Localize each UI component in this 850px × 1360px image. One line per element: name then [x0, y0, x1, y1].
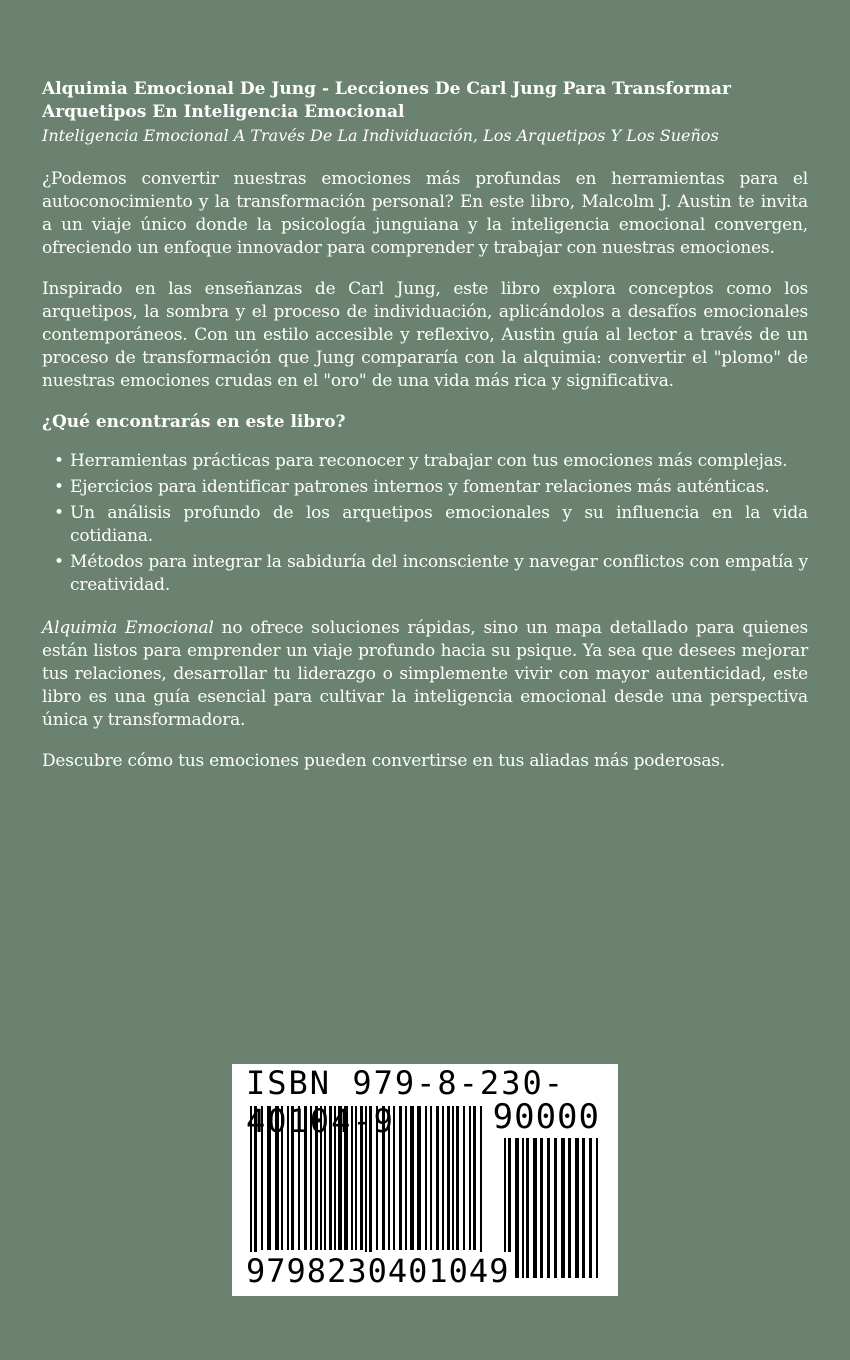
paragraph-final: Descubre cómo tus emociones pueden convertirse en tus aliadas más poderosas. — [42, 751, 725, 771]
barcode-bar — [596, 1138, 598, 1278]
barcode-digits: 9798230401049 — [246, 1252, 513, 1290]
list-item-text: Ejercicios para identificar patrones internos y fomentar relaciones más auténticas. — [70, 477, 770, 497]
barcode-bar — [533, 1138, 537, 1278]
list-item — [42, 476, 808, 499]
section-heading: ¿Qué encontrarás en este libro? — [42, 412, 346, 432]
back-cover-text — [42, 78, 808, 791]
bullet-icon: • — [54, 552, 64, 572]
paragraph-intro: ¿Podemos convertir nuestras emociones más profundas en herramientas para el autoconocimiento y la transformación personal? En este libro, Malcolm J. Austin te invita a un viaje único donde la psicología junguiana y la inteligencia emocional convergen, ofreciendo un enfoque innovador para comprender y trabajar con nuestras emociones. — [42, 169, 808, 258]
book-title-emphasis: Alquimia Emocional — [42, 618, 214, 638]
barcode-bar — [575, 1138, 579, 1278]
barcode-bar — [540, 1138, 543, 1278]
book-title: Alquimia Emocional De Jung - Lecciones De Carl Jung Para Transformar Arquetipos En Inteligencia Emocional — [42, 79, 731, 122]
list-item-text: Herramientas prácticas para reconocer y trabajar con tus emociones más complejas. — [70, 451, 788, 471]
paragraph-inspiration: Inspirado en las enseñanzas de Carl Jung, este libro explora conceptos como los arquetipos, la sombra y el proceso de individuación, aplicándolos a desafíos emocionales contemporáneos. Con un estilo accesible y reflexivo, Austin guía al lector a través de un proceso de transformación que Jung compararía con la alquimia: convertir el "plomo" de nuestras emociones crudas en el "oro" de una vida más rica y significativa. — [42, 279, 808, 391]
bullet-icon: • — [54, 503, 64, 523]
list-item-text: Métodos para integrar la sabiduría del inconsciente y navegar conflictos con empatía y creatividad. — [70, 552, 808, 595]
barcode-bar — [554, 1138, 557, 1278]
feature-list — [42, 450, 808, 597]
closing-text: no ofrece soluciones rápidas, sino un mapa detallado para quienes están listos para emprender un viaje profundo hacia su psique. Ya sea que desees mejorar tus relaciones, desarrollar tu liderazgo o simplemente vivir con mayor autenticidad, este libro es una guía esencial para cultivar la inteligencia emocional desde una perspectiva única y transformadora. — [42, 618, 808, 730]
barcode-bar — [515, 1138, 519, 1278]
barcode-bar — [589, 1138, 592, 1278]
list-item — [42, 502, 808, 548]
barcode-bar — [526, 1138, 529, 1278]
barcode-bar — [561, 1138, 565, 1278]
list-item — [42, 551, 808, 597]
paragraph-closing — [42, 617, 808, 732]
barcode-bar — [547, 1138, 550, 1278]
list-item-text: Un análisis profundo de los arquetipos emocionales y su influencia en la vida cotidiana. — [70, 503, 808, 546]
bullet-icon: • — [54, 477, 64, 497]
barcode-bar — [522, 1138, 524, 1278]
bullet-icon: • — [54, 451, 64, 471]
isbn-barcode — [232, 1064, 618, 1296]
barcode-bar — [568, 1138, 571, 1278]
book-subtitle: Inteligencia Emocional A Través De La Individuación, Los Arquetipos Y Los Sueños — [42, 126, 719, 145]
barcode-bar — [582, 1138, 585, 1278]
list-item — [42, 450, 808, 473]
barcode-addon: 90000 — [492, 1097, 600, 1137]
isbn-label: ISBN 979-8-230-40104-9 — [246, 1064, 565, 1140]
